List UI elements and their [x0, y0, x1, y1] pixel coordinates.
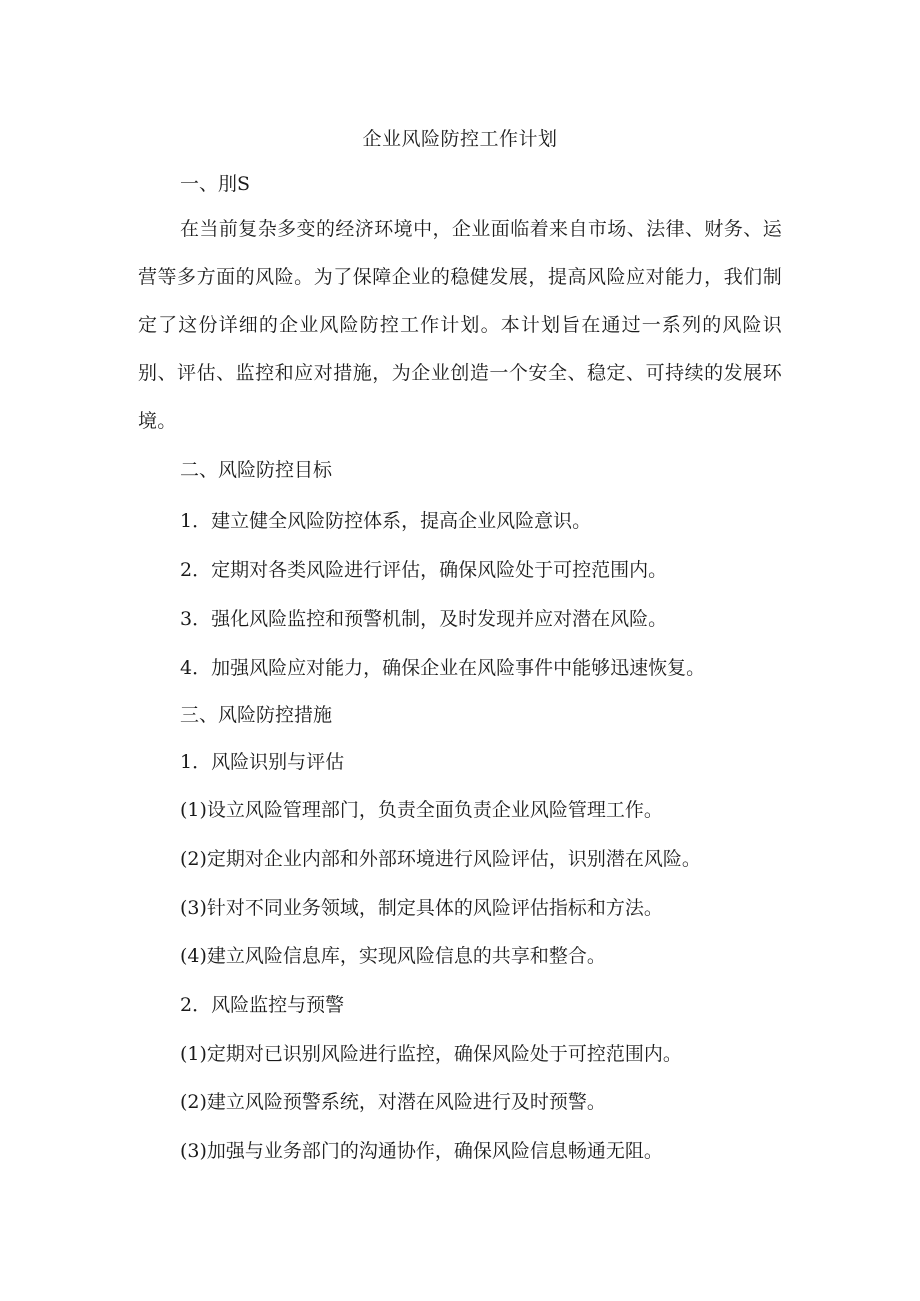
- measure-item: (2)建立风险预警系统，对潜在风险进行及时预警。: [180, 1091, 606, 1113]
- section-heading-intro: 一、刖S: [180, 173, 251, 195]
- measure-item: (3)加强与业务部门的沟通协作，确保风险信息畅通无阻。: [180, 1140, 663, 1162]
- goal-item: 1．建立健全风险防控体系，提高企业风险意识。: [180, 510, 592, 532]
- goal-item: 4．加强风险应对能力，确保企业在风险事件中能够迅速恢复。: [180, 657, 706, 679]
- subsection-heading-monitoring: 2．风险监控与预警: [180, 994, 345, 1016]
- measure-item: (3)针对不同业务领域，制定具体的风险评估指标和方法。: [180, 897, 663, 919]
- measure-item: (2)定期对企业内部和外部环境进行风险评估，识别潜在风险。: [180, 848, 701, 870]
- intro-paragraph: 在当前复杂多变的经济环境中，企业面临着来自市场、法律、财务、运营等多方面的风险。为了保障企业的稳健发展，提高风险应对能力，我们制定了这份详细的企业风险防控工作计划。本计划旨在通过一系列的风险识别、评估、监控和应对措施，为企业创造一个安全、稳定、可持续的发展环境。: [138, 218, 782, 432]
- subsection-heading-identification: 1．风险识别与评估: [180, 751, 345, 773]
- measure-item: (1)设立风险管理部门，负责全面负责企业风险管理工作。: [180, 799, 663, 821]
- measure-item: (4)建立风险信息库，实现风险信息的共享和整合。: [180, 945, 606, 967]
- section-heading-goals: 二、风险防控目标: [180, 459, 333, 481]
- document-title: 企业风险防控工作计划: [362, 128, 558, 150]
- goal-item: 3．强化风险监控和预警机制，及时发现并应对潜在风险。: [180, 608, 668, 630]
- measure-item: (1)定期对已识别风险进行监控，确保风险处于可控范围内。: [180, 1043, 682, 1065]
- section-heading-measures: 三、风险防控措施: [180, 704, 333, 726]
- goal-item: 2．定期对各类风险进行评估，确保风险处于可控范围内。: [180, 559, 668, 581]
